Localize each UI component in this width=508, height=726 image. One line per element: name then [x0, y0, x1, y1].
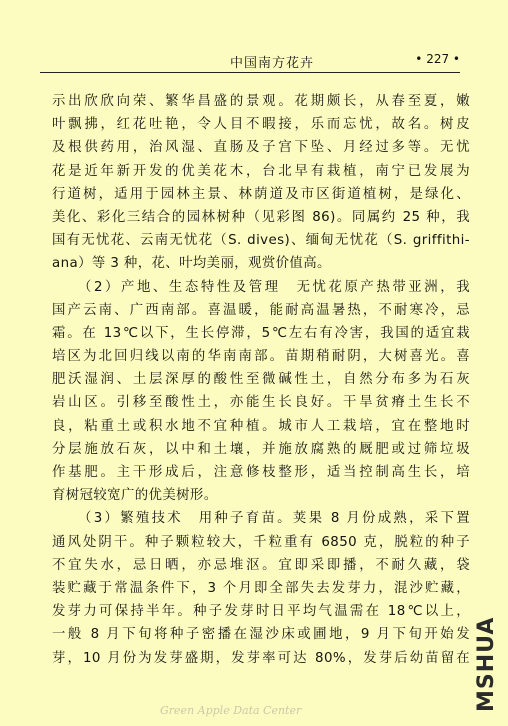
text-line: 不宜失水，忌日晒，亦忌堆沤。宜即采即播，不耐久藏，袋 [52, 557, 470, 573]
text-line: 行道树，适用于园林主景、林荫道及市区街道植树，是绿化、 [52, 186, 470, 202]
side-watermark: MSHUA [474, 616, 499, 712]
text-line: 培区为北回归线以南的华南南部。苗期稍耐阴，大树喜光。喜 [52, 349, 470, 365]
section-heading-line: （2）产地、生态特性及管理 无忧花原产热带亚洲，我 [78, 279, 470, 295]
text-line: 肥沃湿润、土层深厚的酸性至微碱性土，自然分布多为石灰 [52, 372, 470, 388]
text-line: 一般 8 月下旬将种子密播在湿沙床或圃地，9 月下旬开始发 [52, 627, 470, 643]
text-line: 通风处阴干。种子颗粒较大，千粒重有 6850 克，脱粒的种子 [52, 534, 470, 550]
bottom-watermark: Green Apple Data Center [160, 704, 302, 717]
text-line: 国有无忧花、云南无忧花（S. dives)、缅甸无忧花（S. griffithi- [52, 233, 470, 249]
section-heading-line: （3）繁殖技术 用种子育苗。荚果 8 月份成熟，采下置 [78, 511, 470, 527]
text-line: 霜。在 13℃以下，生长停滞，5℃左右有冷害，我国的适宜栽 [52, 325, 470, 341]
text-line: 良，粘重土或积水地不宜种植。城市人工栽培，宜在整地时 [52, 418, 470, 434]
text-line: 示出欣欣向荣、繁华昌盛的景观。花期颇长，从春至夏，嫩 [52, 94, 470, 109]
text-line: 发芽力可保持半年。种子发芽时日平均气温需在 18℃以上， [52, 604, 470, 620]
text-line: 岩山区。引移至酸性土，亦能生长良好。干旱贫瘠土生长不 [52, 395, 470, 411]
text-line: 芽，10 月份为发芽盛期，发芽率可达 80%，发芽后幼苗留在 [52, 650, 470, 666]
text-line: 分层施放石灰，以中和土壤，并施放腐熟的厩肥或过筛垃圾 [52, 441, 470, 457]
text-line: 装贮藏于常温条件下，3 个月即全部失去发芽力，混沙贮藏， [52, 580, 470, 596]
text-line: ana）等 3 种，花、叶均美丽，观赏价值高。 [52, 256, 331, 272]
running-title: 中国南方花卉 [230, 56, 315, 71]
text-line: 国产云南、广西南部。喜温暖，能耐高温暑热，不耐寒冷，忌 [52, 302, 470, 318]
body-text [52, 90, 470, 670]
text-line: 及根供药用，治风湿、直肠及子宫下坠、月经过多等。无忧 [52, 140, 470, 156]
page-header [40, 52, 460, 73]
text-line: 美化、彩化三结合的园林树种（见彩图 86)。同属约 25 种，我 [52, 209, 470, 225]
text-line: 作基肥。主干形成后，注意修枝整形，适当控制高生长，培 [52, 465, 470, 480]
text-line: 叶飘拂，红花吐艳，令人目不暇接，乐而忘忧，故名。树皮 [52, 117, 470, 133]
page-number: • 227 • [415, 52, 460, 66]
text-line: 育树冠较宽广的优美树形。 [52, 488, 218, 504]
text-line: 花是近年新开发的优美花木，台北早有栽植，南宁已发展为 [52, 163, 470, 179]
